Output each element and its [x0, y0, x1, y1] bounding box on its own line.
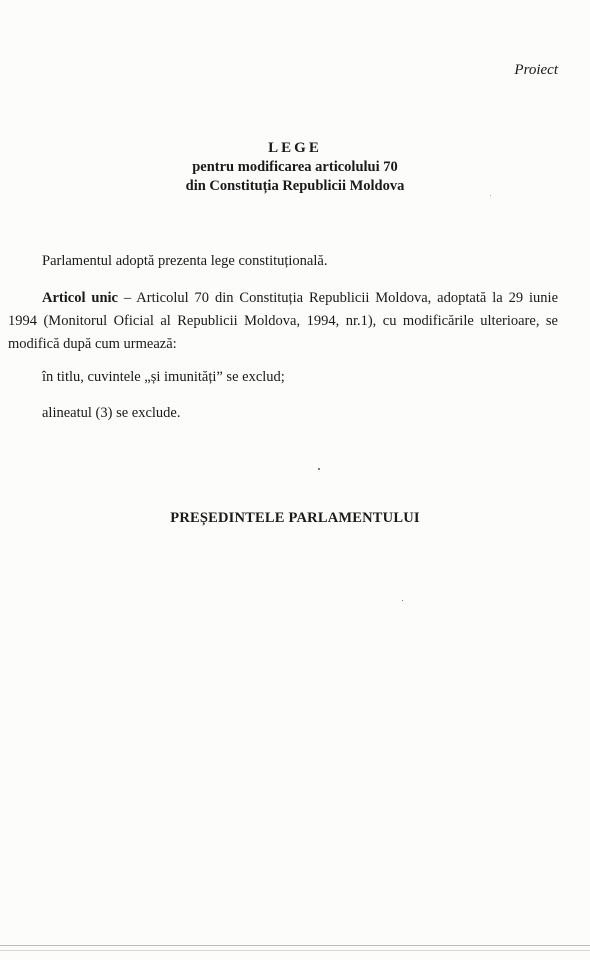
scan-speck: [318, 468, 320, 470]
scan-edge-line: [0, 945, 590, 946]
scan-speck: [490, 195, 491, 196]
article-paragraph: [8, 287, 558, 356]
signature-line: PREȘEDINTELE PARLAMENTULUI: [170, 510, 420, 526]
article-label: Articol unic: [42, 290, 118, 306]
intro-paragraph: Parlamentul adoptă prezenta lege constituțională.: [42, 253, 328, 269]
title-subtitle-line2: din Constituția Republicii Moldova: [185, 178, 405, 194]
title-subtitle-line1: pentru modificarea articolului 70: [192, 159, 398, 175]
scan-edge-line: [0, 950, 590, 951]
draft-label: Proiect: [514, 62, 558, 78]
amendment-item-1: în titlu, cuvintele „și imunități” se exclud;: [42, 369, 285, 385]
title-block: [0, 138, 590, 196]
article-text: – Articolul 70 din Constituția Republicii Moldova, adoptată la 29 iunie 1994 (Monitorul Oficial al Republicii Moldova, 1994, nr.1), cu modificările ulterioare, se modifică după cum urmează:: [8, 290, 559, 352]
document-title: LEGE: [268, 140, 322, 156]
scan-speck: [402, 600, 403, 601]
amendment-item-2: alineatul (3) se exclude.: [42, 405, 181, 421]
